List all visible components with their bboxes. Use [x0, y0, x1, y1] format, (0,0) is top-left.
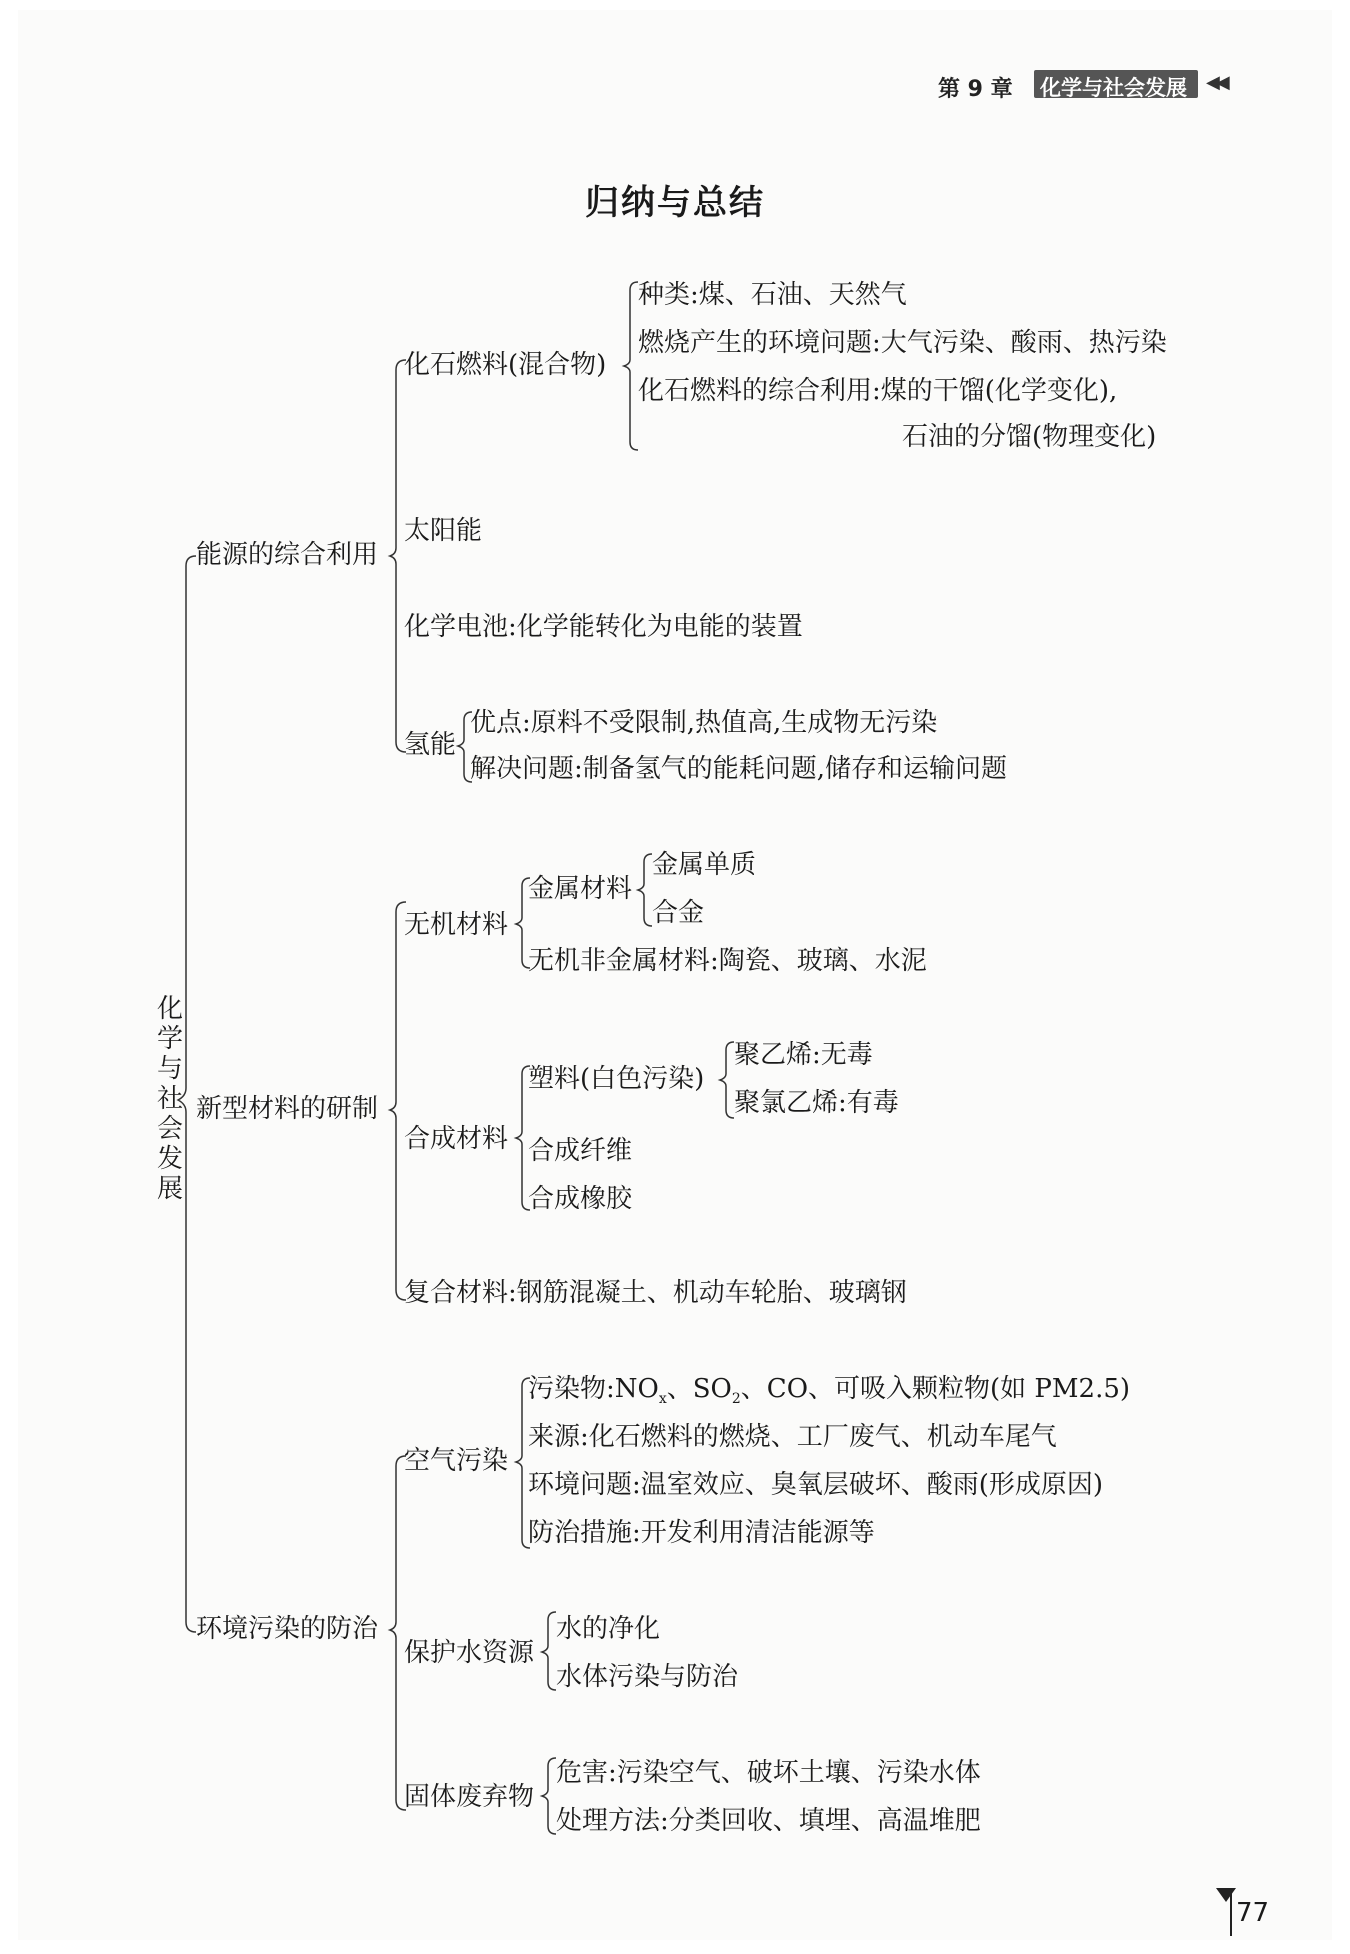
brace-solid: [542, 1758, 556, 1834]
water-node: 保护水资源: [404, 1638, 535, 1668]
double-left-arrow-icon: ◀◀: [1206, 72, 1226, 93]
inorganic-node: 无机材料: [404, 910, 509, 940]
root-char: 会: [156, 1114, 183, 1144]
air-problems: 环境问题:温室效应、臭氧层破坏、酸雨(形成原因): [528, 1470, 1104, 1500]
fossil-kinds: 种类:煤、石油、天然气: [638, 280, 907, 310]
plastic-pvc: 聚氯乙烯:有毒: [734, 1088, 899, 1118]
root-char: 社: [156, 1084, 183, 1114]
battery-node: 化学电池:化学能转化为电能的装置: [404, 612, 803, 642]
root-topic: [153, 994, 187, 1204]
synthetic-fiber: 合成纤维: [528, 1136, 633, 1166]
root-char: 展: [156, 1174, 183, 1204]
chapter-title: 化学与社会发展: [1040, 76, 1187, 100]
air-measures: 防治措施:开发利用清洁能源等: [528, 1518, 875, 1548]
root-char: 发: [156, 1144, 183, 1174]
solid-harm: 危害:污染空气、破坏土壤、污染水体: [556, 1758, 981, 1788]
materials-branch: 新型材料的研制: [196, 1094, 379, 1124]
composite-node: 复合材料:钢筋混凝土、机动车轮胎、玻璃钢: [404, 1278, 907, 1308]
solar-node: 太阳能: [404, 516, 483, 546]
metal-node: 金属材料: [528, 874, 633, 904]
brace-materials: [390, 902, 406, 1300]
water-purify: 水的净化: [556, 1614, 661, 1644]
brace-energy: [390, 360, 406, 752]
plastic-pe: 聚乙烯:无毒: [734, 1040, 873, 1070]
chapter-number: 第 9 章: [938, 77, 1013, 102]
air-pollutants: 污染物$:NO_x$、$SO_2$、CO、可吸入颗粒物(如 PM2.5): [528, 1374, 1131, 1408]
brace-pollution: [390, 1456, 406, 1810]
air-sources: 来源:化石燃料的燃烧、工厂废气、机动车尾气: [528, 1422, 1057, 1452]
page-title: 归纳与总结: [585, 183, 765, 223]
metal-alloy: 合金: [652, 898, 705, 928]
fossil-problems: 燃烧产生的环境问题:大气污染、酸雨、热污染: [638, 328, 1167, 358]
fossil-use-line2: 石油的分馏(物理变化): [902, 422, 1157, 452]
brace-water: [542, 1612, 556, 1690]
brace-plastic: [720, 1042, 734, 1118]
fossil-use-line1: 化石燃料的综合利用:煤的干馏(化学变化),: [638, 376, 1118, 406]
metal-pure: 金属单质: [652, 850, 757, 880]
synthetic-rubber: 合成橡胶: [528, 1184, 633, 1214]
root-char: 与: [156, 1054, 183, 1084]
hydrogen-node: 氢能: [404, 730, 457, 760]
water-prevent: 水体污染与防治: [556, 1662, 739, 1692]
energy-branch: 能源的综合利用: [196, 540, 379, 570]
brace-fossil: [624, 282, 638, 450]
page-number: 77: [1236, 1898, 1270, 1928]
brace-metal: [638, 854, 652, 926]
hydrogen-issues: 解决问题:制备氢气的能耗问题,储存和运输问题: [470, 754, 1008, 784]
synthetic-node: 合成材料: [404, 1124, 509, 1154]
hydrogen-advantages: 优点:原料不受限制,热值高,生成物无污染: [470, 708, 938, 738]
fossil-fuel-node: 化石燃料(混合物): [404, 350, 607, 380]
down-triangle-icon: [1216, 1888, 1236, 1902]
air-pollution-node: 空气污染: [404, 1446, 509, 1476]
pollution-branch: 环境污染的防治: [196, 1614, 379, 1644]
root-char: 学: [156, 1024, 183, 1054]
solid-waste-node: 固体废弃物: [404, 1782, 535, 1812]
solid-treatment: 处理方法:分类回收、填埋、高温堆肥: [556, 1806, 981, 1836]
root-char: 化: [156, 994, 183, 1024]
nonmetal-node: 无机非金属材料:陶瓷、玻璃、水泥: [528, 946, 927, 976]
plastic-node: 塑料(白色污染): [528, 1064, 705, 1094]
page-number-rule: [1230, 1888, 1232, 1936]
